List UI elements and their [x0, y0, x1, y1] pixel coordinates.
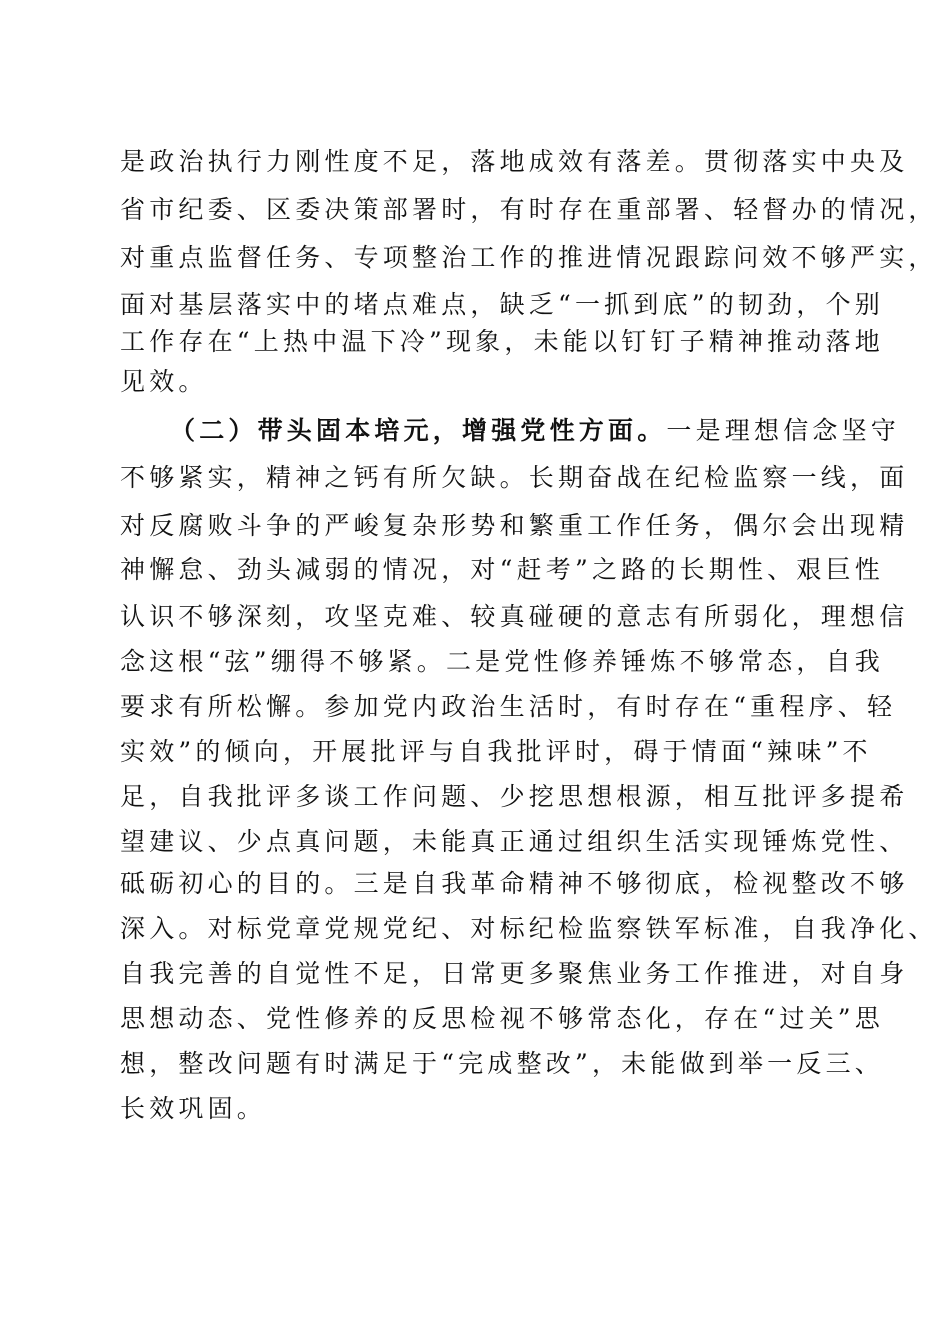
- paragraph-text: 一是理想信念坚守: [666, 416, 901, 445]
- paragraph-line: 面对基层落实中的堵点难点，缺乏“一抓到底”的韧劲，个别: [120, 290, 884, 319]
- paragraph-line: 不够紧实，精神之钙有所欠缺。长期奋战在纪检监察一线，面: [120, 463, 909, 492]
- paragraph-line: 长效巩固。: [120, 1094, 267, 1123]
- paragraph-line: 认识不够深刻，攻坚克难、较真碰硬的意志有所弱化，理想信: [120, 602, 909, 631]
- paragraph-line: 砥砺初心的目的。三是自我革命精神不够彻底，检视整改不够: [120, 869, 909, 898]
- paragraph-line: 是政治执行力刚性度不足，落地成效有落差。贯彻落实中央及: [120, 147, 909, 176]
- paragraph-line: 工作存在“上热中温下冷”现象，未能以钉钉子精神推动落地: [120, 327, 884, 356]
- paragraph-line: 对重点监督任务、专项整治工作的推进情况跟踪问效不够严实，: [120, 243, 938, 272]
- paragraph-first-line: [170, 414, 900, 448]
- paragraph-line: 思想动态、党性修养的反思检视不够常态化，存在“过关”思: [120, 1004, 884, 1033]
- paragraph-line: 深入。对标党章党规党纪、对标纪检监察铁军标准，自我净化、: [120, 914, 938, 943]
- paragraph-line: 足，自我批评多谈工作问题、少挖思想根源，相互批评多提希: [120, 782, 909, 811]
- paragraph-line: 省市纪委、区委决策部署时，有时存在重部署、轻督办的情况，: [120, 195, 938, 224]
- paragraph-line: 念这根“弦”绷得不够紧。二是党性修养锤炼不够常态，自我: [120, 647, 884, 676]
- paragraph-line: 见效。: [120, 367, 208, 396]
- paragraph-line: 想，整改问题有时满足于“完成整改”，未能做到举一反三、: [120, 1049, 884, 1078]
- paragraph-line: 望建议、少点真问题，未能真正通过组织生活实现锤炼党性、: [120, 827, 909, 856]
- paragraph-line: 实效”的倾向，开展批评与自我批评时，碍于情面“辣味”不: [120, 737, 872, 766]
- paragraph-line: 要求有所松懈。参加党内政治生活时，有时存在“重程序、轻: [120, 692, 897, 721]
- paragraph-line: 神懈怠、劲头减弱的情况，对“赶考”之路的长期性、艰巨性: [120, 555, 884, 584]
- paragraph-line: 对反腐败斗争的严峻复杂形势和繁重工作任务，偶尔会出现精: [120, 511, 909, 540]
- paragraph-line: 自我完善的自觉性不足，日常更多聚焦业务工作推进，对自身: [120, 959, 909, 988]
- section-heading: （二）带头固本培元，增强党性方面。: [170, 416, 667, 445]
